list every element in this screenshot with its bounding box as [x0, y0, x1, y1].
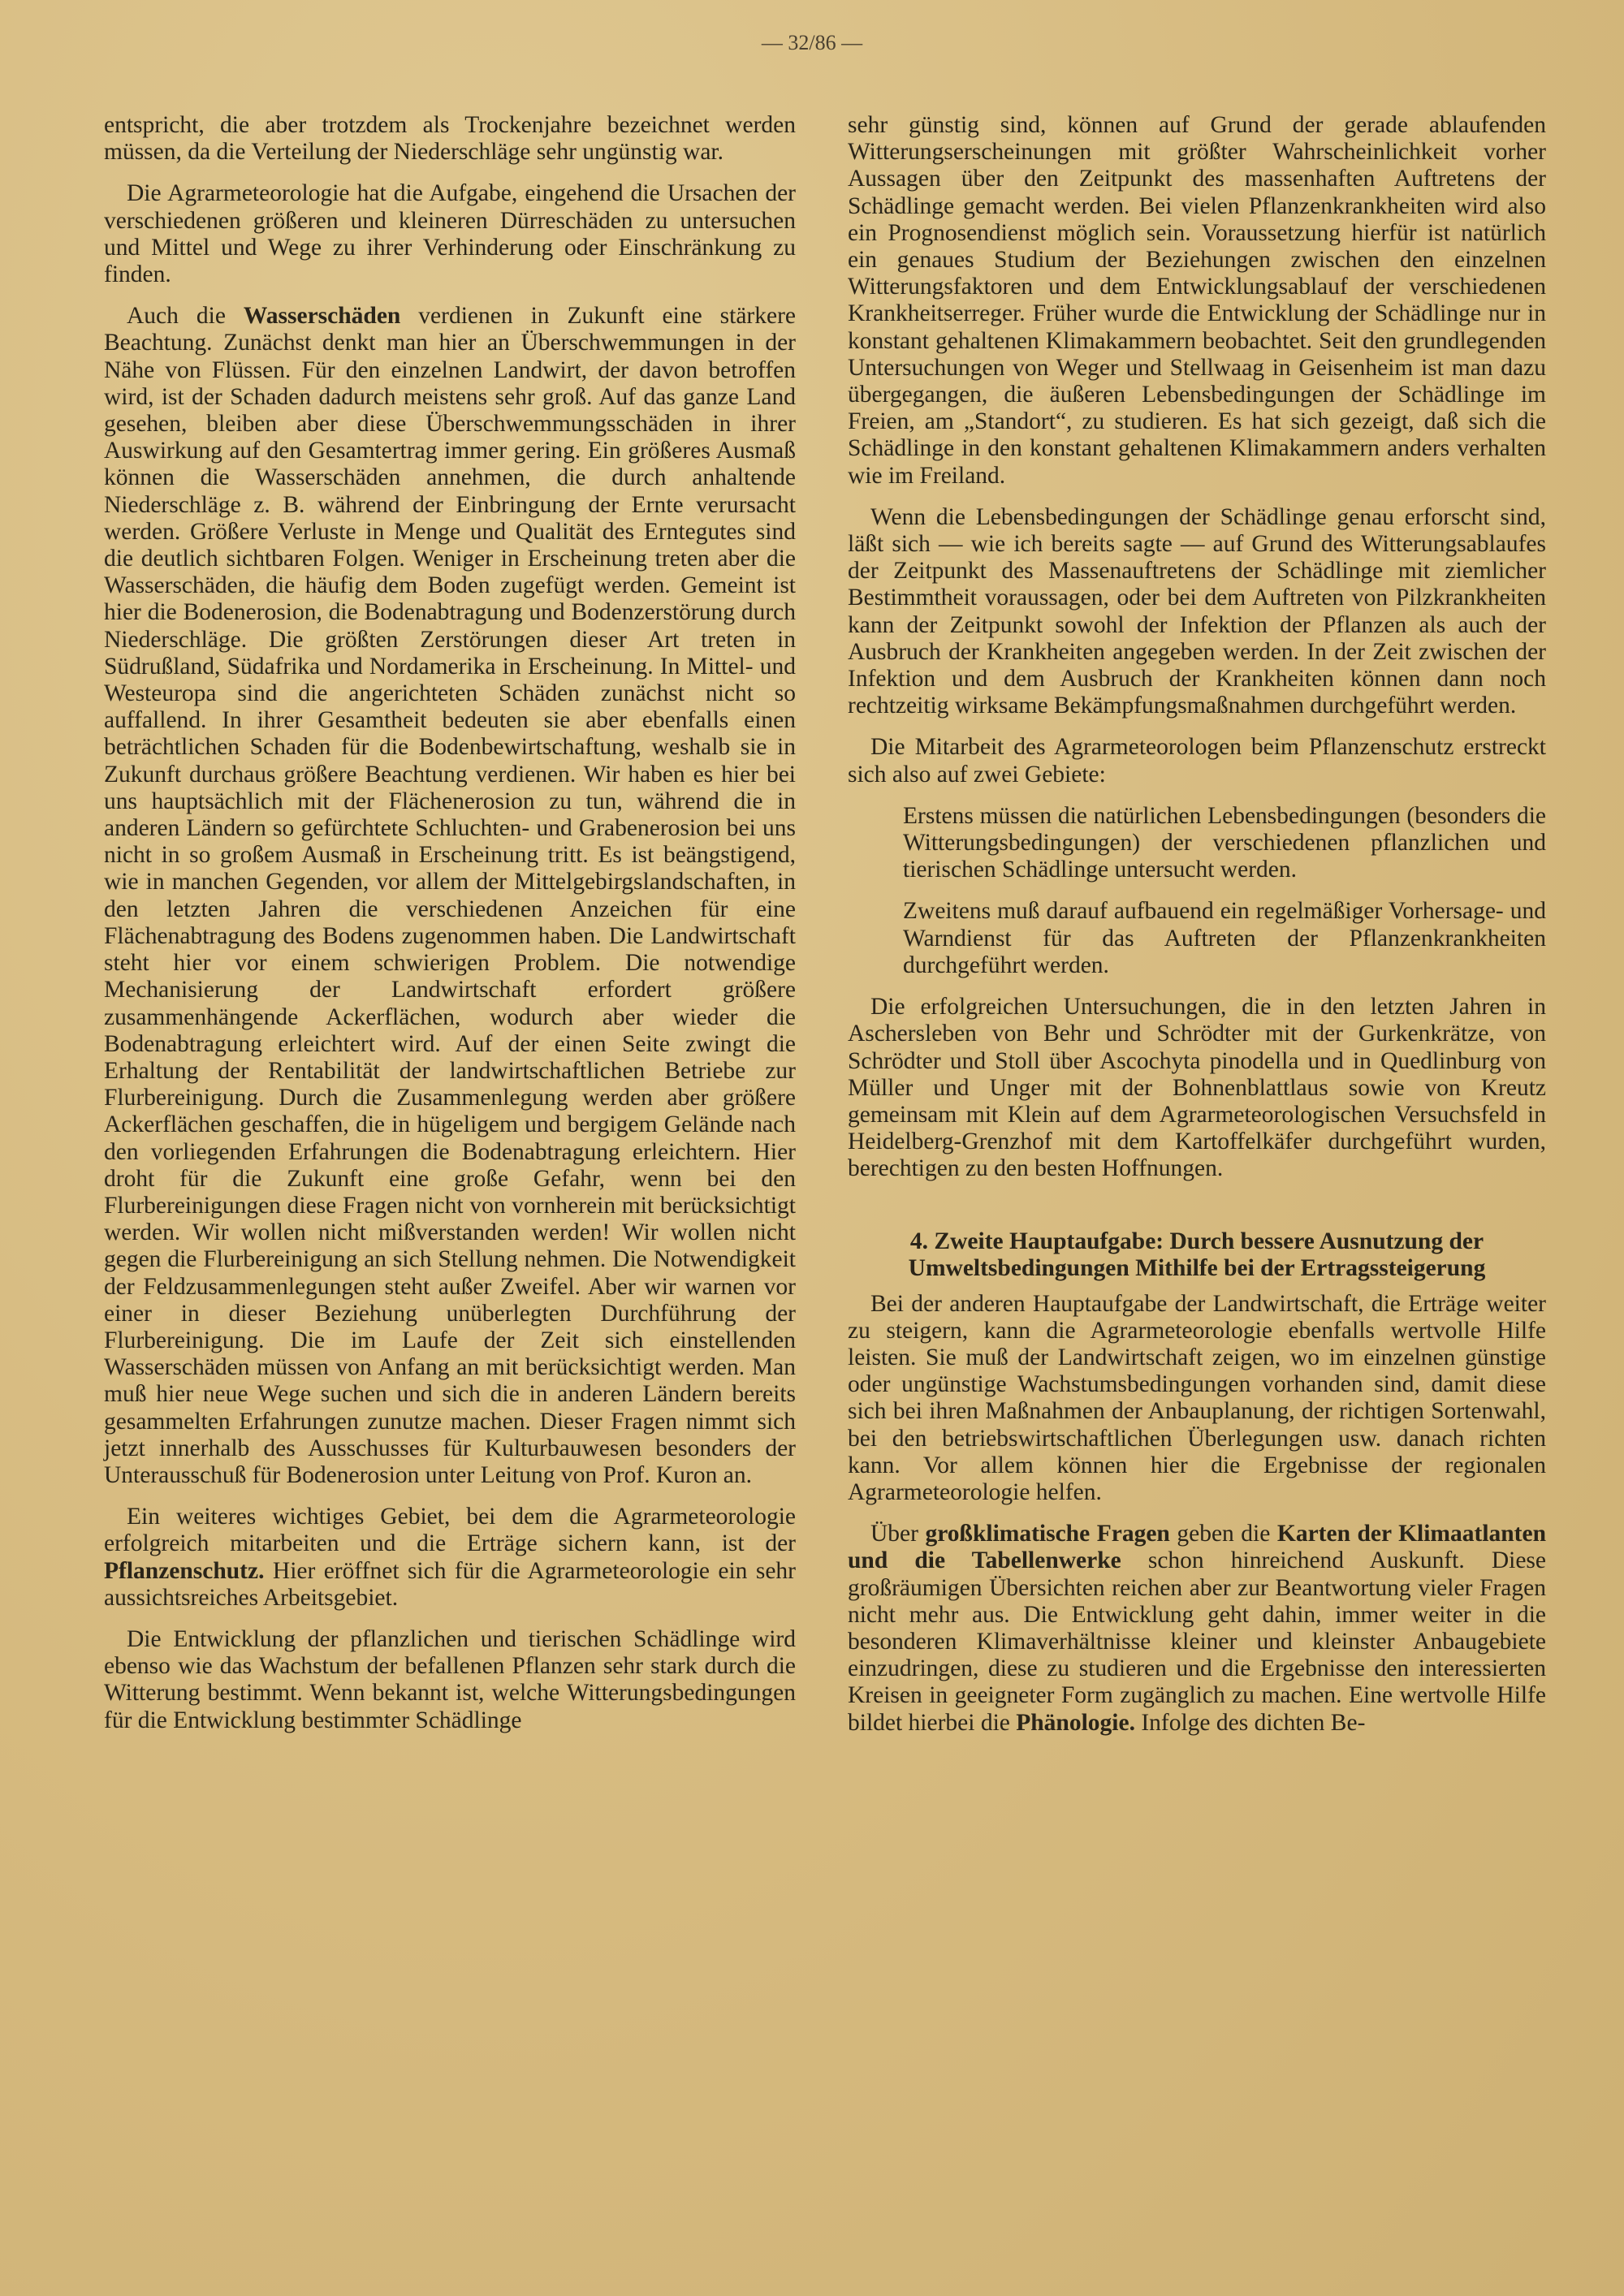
keyword-wasserschaeden: Wasserschäden [243, 303, 401, 330]
paragraph-agrarmeteorologie-aufgabe: Die Agrarmeteorologie hat die Aufgabe, eingehend die Ursachen der verschiedenen größeren und kleineren Dürreschäden zu untersuchen und Mittel und Wege zu ihrer Verhinderung oder Einschränkung zu finden. [104, 180, 796, 288]
right-column [848, 112, 1546, 1751]
text-segment: geben die [1169, 1521, 1277, 1547]
paragraph-untersuchungen: Die erfolgreichen Untersuchungen, die in den letzten Jahren in Aschersleben von Behr und Schrödter mit der Gurkenkrätze, von Schrödter und Stoll über Ascochyta pinodella und in Quedlinburg von Müller und Unger mit der Bohnenblattlaus sowie von Kreutz gemeinsam mit Klein auf dem Agrarmeteorologischen Versuchsfeld in Heidelberg-Grenzhof mit dem Kartoffelkäfer durchgeführt wurden, berechtigen zu den besten Hoffnungen. [848, 994, 1546, 1182]
keyword-karten-klimaatlanten: Karten der Klimaatlanten und die Tabellenwerke [848, 1521, 1547, 1574]
list-item-zweitens: Zweitens muß darauf aufbauend ein regelmäßiger Vorhersage- und Warndienst für das Auftreten der Pflanzenkrankheiten durchgeführt werden. [903, 898, 1546, 978]
paragraph-continuation: entspricht, die aber trotzdem als Trockenjahre bezeichnet werden müssen, da die Verteilung der Niederschläge sehr ungünstig war. [104, 112, 796, 166]
keyword-phaenologie: Phänologie. [1016, 1709, 1135, 1736]
paragraph-wasserschaeden [104, 303, 796, 1489]
page-number: — 32/86 — [761, 31, 863, 54]
text-segment: Auch die [127, 303, 244, 330]
text-segment: Infolge des dichten Be- [1134, 1709, 1366, 1736]
paragraph-schaedlinge-entwicklung: Die Entwicklung der pflanzlichen und tierischen Schädlinge wird ebenso wie das Wachstum der befallenen Pflanzen sehr stark durch die Witterung bestimmt. Wenn bekannt ist, welche Witterungsbedingungen für die Entwicklung bestimmter Schädlinge [104, 1625, 796, 1733]
paragraph-pflanzenschutz [104, 1504, 796, 1612]
paragraph-mitarbeit: Die Mitarbeit des Agrarmeteorologen beim Pflanzenschutz erstreckt sich also auf zwei Gebiete: [848, 734, 1546, 788]
keyword-grossklimatische-fragen: großklimatische Fragen [925, 1521, 1170, 1547]
section-heading: 4. Zweite Hauptaufgabe: Durch bessere Ausnutzung der Umweltsbedingungen Mithilfe bei der Ertragssteigerung [908, 1228, 1486, 1282]
paragraph-ertragssteigerung: Bei der anderen Hauptaufgabe der Landwirtschaft, die Erträge weiter zu steigern, kann die Agrarmeteorologie ebenfalls wertvolle Hilfe leisten. Sie muß der Landwirtschaft zeigen, wo im einzelnen günstige oder ungünstige Wachstumsbedingungen vorhanden sind, damit diese sich bei ihren Maßnahmen der Anbauplanung, der richtigen Sortenwahl, bei den betriebswirtschaftlichen Überlegungen usw. danach richten kann. Vor allem können hier die Ergebnisse der regionalen Agrarmeteorologie helfen. [848, 1290, 1546, 1505]
text-segment: Hier eröffnet sich für die Agrarmeteorologie ein sehr aussichtsreiches Arbeitsgebiet. [104, 1557, 796, 1611]
paragraph-continuation: sehr günstig sind, können auf Grund der gerade ablaufenden Witterungserscheinungen mit größter Wahrscheinlichkeit vorher Aussagen über den Zeitpunkt des massenhaften Auftretens der Schädlinge gemacht werden. Bei vielen Pflanzenkrankheiten wird also ein Prognosendienst möglich sein. Voraussetzung hierfür ist natürlich ein genaues Studium der Beziehungen zwischen den einzelnen Witterungsfaktoren und dem Entwicklungsablauf der verschiedenen Krankheitserreger. Früher wurde die Entwicklung der Schädlinge nur in konstant gehaltenen Klimakammern beobachtet. Seit den grundlegenden Untersuchungen von Weger und Stellwaag in Geisenheim ist man dazu übergegangen, die äußeren Lebensbedingungen der Schädlinge im Freien, am „Standort“, zu studieren. Es hat sich gezeigt, daß sich die Schädlinge in den konstant gehaltenen Klimakammern anders verhalten wie im Freiland. [848, 112, 1546, 489]
list-item-erstens: Erstens müssen die natürlichen Lebensbedingungen (besonders die Witterungsbedingungen) der verschiedenen pflanzlichen und tierischen Schädlinge untersucht werden. [903, 802, 1546, 883]
text-segment: verdienen in Zukunft eine stärkere Beachtung. Zunächst denkt man hier an Überschwemmungen in der Nähe von Flüssen. Für den einzelnen Landwirt, der davon betroffen wird, ist der Schaden dadurch meistens sehr groß. Auf das ganze Land gesehen, bleiben aber diese Überschwemmungsschäden in ihrer Auswirkung auf den Gesamtertrag immer gering. Ein größeres Ausmaß können die Wasserschäden annehmen, die durch anhaltende Niederschläge z. B. während der Einbringung der Ernte verursacht werden. Größere Verluste in Menge und Qualität des Erntegutes sind die deutlich sichtbaren Folgen. Weniger in Erscheinung treten aber die Wasserschäden, die häufig dem Boden zugefügt werden. Gemeint ist hier die Bodenerosion, die Bodenabtragung und Bodenzerstörung durch Niederschläge. Die größten Zerstörungen dieser Art treten in Südrußland, Südafrika und Nordamerika in Erscheinung. In Mittel- und Westeuropa sind die angerichteten Schäden zunächst nicht so auffallend. In ihrer Gesamtheit bedeuten sie aber ebenfalls einen beträchtlichen Schaden für die Bodenbewirtschaftung, weshalb sie in Zukunft durchaus größere Beachtung verdienen. Wir haben es hier bei uns hauptsächlich mit der Flächenerosion zu tun, während die in anderen Ländern so gefürchtete Schluchten- und Grabenerosion bei uns nicht in so großem Ausmaß in Erscheinung tritt. Es ist beängstigend, wie in manchen Gegenden, vor allem der Mittelgebirgslandschaften, in den letzten Jahren die verschiedenen Anzeichen für eine Flächenabtragung des Bodens zugenommen haben. Die Landwirtschaft steht hier vor einem schwierigen Problem. Die notwendige Mechanisierung der Landwirtschaft erfordert größere zusammenhängende Ackerflächen, wodurch aber wieder die Bodenabtragung erleichtert wird. Auf der einen Seite zwingt die Erhaltung der Rentabilität der landwirtschaftlichen Betriebe zur Flurbereinigung. Durch die Zusammenlegung werden aber größere Ackerflächen geschaffen, die in hügeligem und bergigem Gelände nach den vorliegenden Erfahrungen die Bodenabtragung erleichtern. Hier droht für die Zukunft eine große Gefahr, wenn bei den Flurbereinigungen diese Fragen nicht von vornherein mit berücksichtigt werden. Wir wollen nicht mißverstanden werden! Wir wollen nicht gegen die Flurbereinigung an sich Stellung nehmen. Die Notwendigkeit der Feldzusammenlegungen steht außer Zweifel. Aber wir warnen vor einer in dieser Beziehung unüberlegten Durchführung der Flurbereinigung. Die im Laufe der Zeit sich einstellenden Wasserschäden müssen von Anfang an mit berücksichtigt werden. Man muß hier neue Wege suchen und sich die in anderen Ländern bereits gesammelten Erfahrungen zunutze machen. Dieser Fragen nimmt sich jetzt innerhalb des Ausschusses für Kulturbauwesen besonders der Unterausschuß für Bodenerosion unter Leitung von Prof. Kuron an. [104, 303, 797, 1488]
paragraph-grossklimatische-fragen [848, 1521, 1546, 1737]
left-column [104, 112, 796, 1749]
text-segment: Ein weiteres wichtiges Gebiet, bei dem die Agrarmeteorologie erfolgreich mitarbeiten und die Erträge sichern kann, ist der [104, 1504, 796, 1557]
keyword-pflanzenschutz: Pflanzenschutz. [104, 1557, 265, 1584]
text-segment: Über [870, 1521, 926, 1547]
paragraph-lebensbedingungen: Wenn die Lebensbedingungen der Schädlinge genau erforscht sind, läßt sich — wie ich bereits sagte — auf Grund des Witterungsablaufes der Zeitpunkt des Massenauftretens der Schädlinge mit ziemlicher Bestimmtheit voraussagen, oder bei dem Auftreten von Pilzkrankheiten kann der Zeitpunkt sowohl der Infektion der Pflanzen als auch der Ausbruch der Krankheiten angegeben werden. In der Zeit zwischen der Infektion und dem Ausbruch der Krankheiten können dann noch rechtzeitig wirksame Bekämpfungsmaßnahmen durchgeführt werden. [848, 503, 1546, 719]
text-segment: schon hinreichend Auskunft. Diese großräumigen Übersichten reichen aber zur Beantwortung vieler Fragen nicht mehr aus. Die Entwicklung geht dahin, immer weiter in die besonderen Klimaverhältnisse kleiner und kleinster Anbaugebiete einzudringen, diese zu studieren und die Ergebnisse den interessierten Kreisen in geeigneter Form zugänglich zu machen. Eine wertvolle Hilfe bildet hierbei die [848, 1547, 1547, 1736]
